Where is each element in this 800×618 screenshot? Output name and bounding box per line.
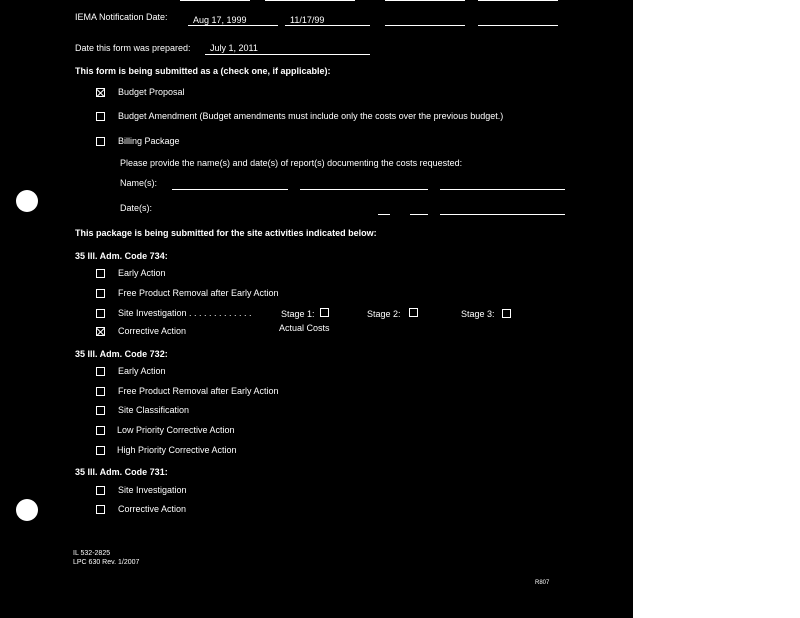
names-field-3[interactable]: [440, 189, 565, 190]
code731-site-investigation-checkbox[interactable]: [96, 486, 105, 495]
code732-free-product-label: Free Product Removal after Early Action: [118, 386, 279, 396]
site-activities-heading: This package is being submitted for the site activities indicated below:: [75, 228, 377, 238]
code732-early-action-checkbox[interactable]: [96, 367, 105, 376]
code732-low-priority-label: Low Priority Corrective Action: [117, 425, 235, 435]
code731-corrective-action-label: Corrective Action: [118, 504, 187, 514]
code732-low-priority-checkbox[interactable]: [96, 426, 105, 435]
code732-free-product-checkbox[interactable]: [96, 387, 105, 396]
dates-label: Date(s):: [120, 203, 153, 213]
code732-site-classification-checkbox[interactable]: [96, 406, 105, 415]
top-rule-4: [478, 0, 558, 1]
names-field-1[interactable]: [172, 189, 288, 190]
names-field-2[interactable]: [300, 189, 428, 190]
footer-revision: LPC 630 Rev. 1/2007: [73, 559, 140, 566]
stage-2-label: Stage 2:: [367, 309, 401, 319]
stage-1-label: Stage 1:: [281, 309, 315, 319]
iema-date-4-rule: [478, 25, 558, 26]
top-rule-2: [265, 0, 355, 1]
top-rule-1: [180, 0, 250, 1]
billing-package-label: Billing Package: [118, 136, 180, 146]
code732-site-classification-label: Site Classification: [118, 405, 190, 415]
code731-corrective-action-checkbox[interactable]: [96, 505, 105, 514]
iema-date-3-rule: [385, 25, 465, 26]
submission-heading: This form is being submitted as a (check one, if applicable):: [75, 66, 331, 76]
date-prepared-value: July 1, 2011: [210, 43, 258, 53]
iema-notification-label: IEMA Notification Date:: [75, 12, 168, 22]
code-732-heading: 35 Ill. Adm. Code 732:: [75, 349, 168, 359]
code734-free-product-checkbox[interactable]: [96, 289, 105, 298]
budget-proposal-label: Budget Proposal: [118, 87, 185, 97]
footer-form-number: IL 532-2825: [73, 550, 111, 557]
stage-1-checkbox[interactable]: [320, 308, 329, 317]
dates-field-1[interactable]: [378, 214, 390, 215]
dates-field-2[interactable]: [410, 214, 428, 215]
iema-date-1-rule: [188, 25, 278, 26]
provide-report-text: Please provide the name(s) and date(s) of report(s) documenting the costs requested:: [120, 158, 463, 168]
page-mark: R807: [535, 580, 550, 586]
code-731-heading: 35 Ill. Adm. Code 731:: [75, 467, 168, 477]
code731-site-investigation-label: Site Investigation: [118, 485, 187, 495]
code732-early-action-label: Early Action: [118, 366, 166, 376]
date-prepared-rule: [205, 54, 370, 55]
iema-date-1: Aug 17, 1999: [193, 15, 247, 25]
code734-free-product-label: Free Product Removal after Early Action: [118, 288, 279, 298]
binder-hole-bottom: [16, 499, 38, 521]
stage-3-checkbox[interactable]: [502, 309, 511, 318]
date-prepared-label: Date this form was prepared:: [75, 43, 191, 53]
code734-early-action-label: Early Action: [118, 268, 166, 278]
code734-early-action-checkbox[interactable]: [96, 269, 105, 278]
iema-date-2: 11/17/99: [290, 15, 325, 25]
dates-field-3[interactable]: [440, 214, 565, 215]
budget-proposal-checkbox[interactable]: [96, 88, 105, 97]
code734-site-investigation-checkbox[interactable]: [96, 309, 105, 318]
stage-3-label: Stage 3:: [461, 309, 495, 319]
stage-2-checkbox[interactable]: [409, 308, 418, 317]
names-label: Name(s):: [120, 178, 158, 188]
code734-site-investigation-label: Site Investigation . . . . . . . . . . . . .: [118, 308, 252, 318]
code-734-heading: 35 Ill. Adm. Code 734:: [75, 251, 168, 261]
code732-high-priority-label: High Priority Corrective Action: [117, 445, 237, 455]
billing-package-checkbox[interactable]: [96, 137, 105, 146]
top-rule-3: [385, 0, 465, 1]
budget-amendment-checkbox[interactable]: [96, 112, 105, 121]
code734-corrective-action-label: Corrective Action: [118, 326, 187, 336]
binder-hole-top: [16, 190, 38, 212]
iema-date-2-rule: [285, 25, 370, 26]
code734-corrective-action-checkbox[interactable]: [96, 327, 105, 336]
code732-high-priority-checkbox[interactable]: [96, 446, 105, 455]
actual-costs-label: Actual Costs: [279, 323, 330, 333]
budget-amendment-label: Budget Amendment (Budget amendments must include only the costs over the previous budget.): [118, 111, 504, 121]
